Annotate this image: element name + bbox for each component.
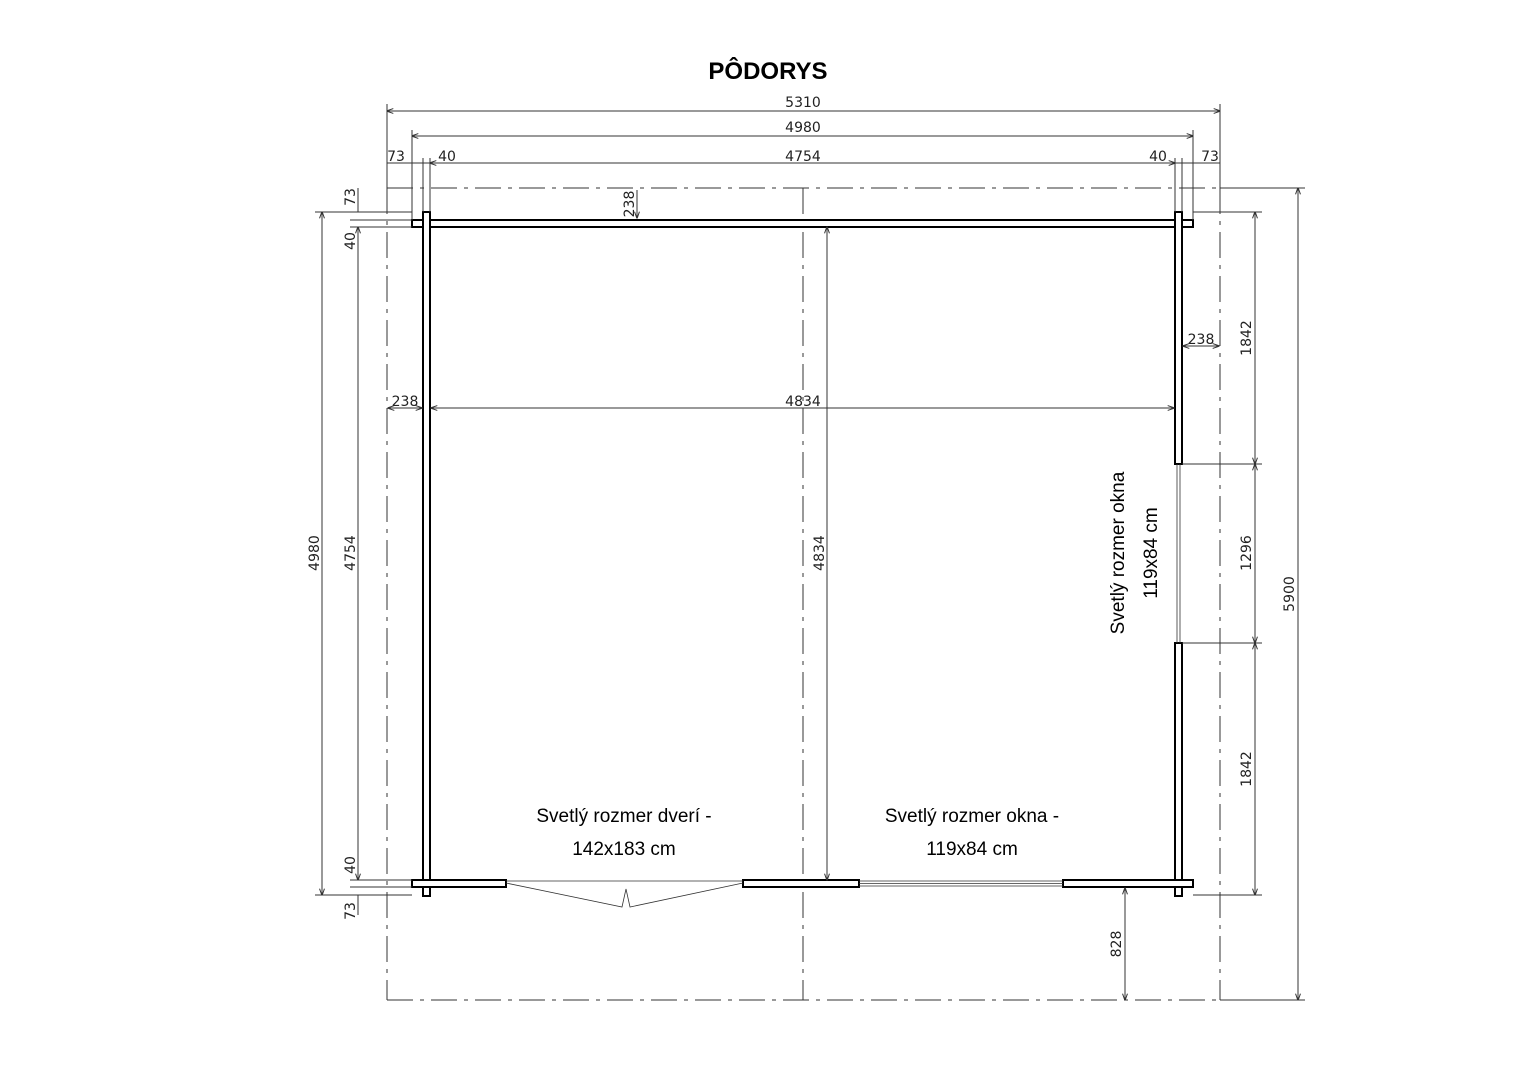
dim-top-left-wall: 40	[438, 149, 456, 165]
wall-bottom-mid	[743, 880, 859, 887]
dim-left-top-overhang: 73	[343, 188, 359, 206]
dim-right-seg-bottom: 1842	[1239, 751, 1255, 787]
front-window-label-line2: 119x84 cm	[926, 839, 1018, 860]
dim-top-right-wall: 40	[1149, 149, 1167, 165]
plan-title: PÔDORYS	[708, 58, 828, 85]
wall-bottom-left	[412, 880, 506, 887]
door-label-line1: Svetlý rozmer dverí -	[536, 806, 712, 827]
dim-left-overall: 4980	[307, 535, 323, 571]
dim-right-wall-thickness: 238	[1187, 332, 1215, 348]
dim-right-seg-top: 1842	[1239, 320, 1255, 356]
dim-top-right-overhang: 73	[1201, 149, 1219, 165]
wall-right-upper	[1175, 212, 1182, 464]
dim-left-overhang: 238	[391, 394, 419, 410]
door-label-line2: 142x183 cm	[572, 839, 676, 860]
wall-bottom-right	[1063, 880, 1193, 887]
front-window-label-line1: Svetlý rozmer okna -	[884, 806, 1060, 827]
side-window-label-line1: Svetlý rozmer okna	[1108, 471, 1129, 635]
side-window-label-line2: 119x84 cm	[1141, 507, 1162, 599]
axis-lines	[387, 188, 1220, 1000]
opening-notes	[536, 471, 1162, 860]
wall-top	[412, 220, 1193, 227]
dim-top-axes: 4980	[785, 120, 821, 136]
dim-left-bottom-wall: 40	[343, 856, 359, 874]
door-swing-symbol	[506, 883, 743, 907]
dim-top-left-overhang: 73	[387, 149, 405, 165]
dim-inner-width: 4834	[785, 394, 821, 410]
dim-left-bottom-overhang: 73	[343, 902, 359, 920]
dim-center-depth: 4834	[812, 535, 828, 571]
dim-front-overhang: 828	[1109, 930, 1125, 958]
dim-right-seg-window: 1296	[1239, 535, 1255, 571]
wall-right-lower	[1175, 643, 1182, 896]
wall-left	[423, 212, 430, 896]
dim-top-overall: 5310	[785, 95, 821, 111]
dim-left-top-wall: 40	[343, 232, 359, 250]
dim-left-inner: 4754	[343, 535, 359, 571]
dim-right-overall: 5900	[1282, 576, 1298, 612]
dim-top-inner: 4754	[785, 149, 821, 165]
dim-top-wall-thickness: 238	[622, 190, 638, 218]
